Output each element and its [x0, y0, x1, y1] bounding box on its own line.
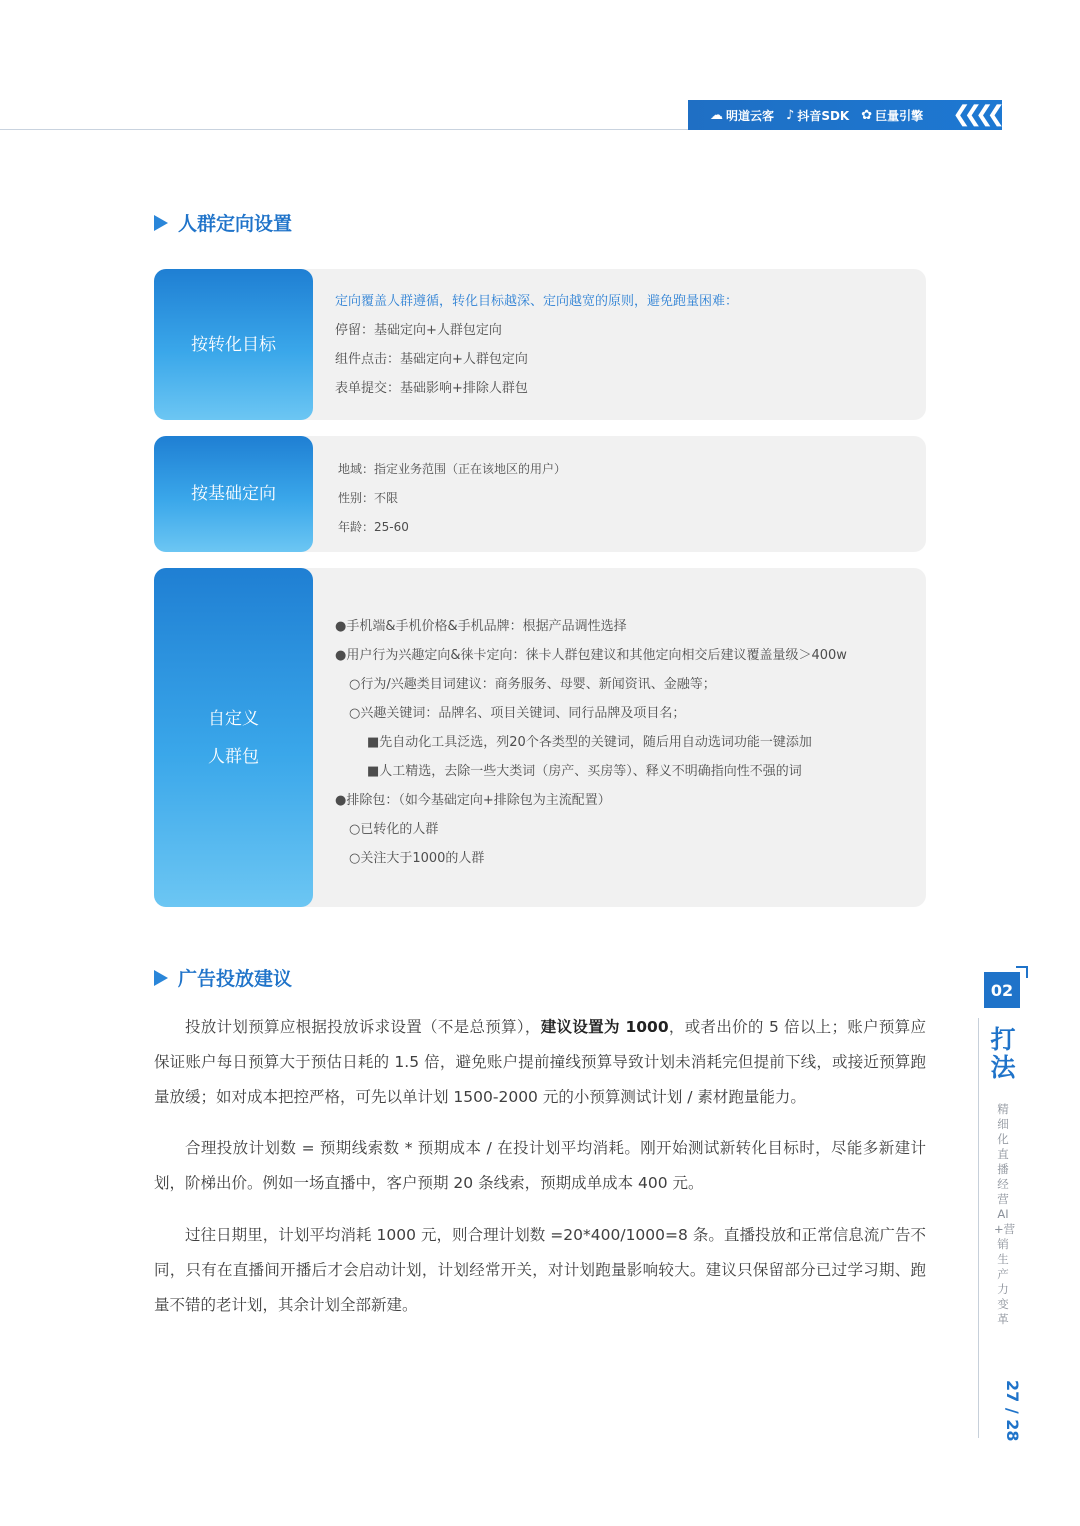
chapter-subtitle: 精细化直播经营AI+营销生产力变革: [994, 1102, 1016, 1326]
card-label: 按转化目标: [154, 269, 313, 420]
card-line: ○兴趣关键词：品牌名、项目关键词、同行品牌及项目名；: [349, 706, 686, 721]
card-basic-targeting: [154, 436, 926, 552]
card-line: ●手机端&手机价格&手机品牌：根据产品调性选择: [335, 619, 627, 634]
card-body: [335, 612, 910, 873]
card-line: ■先自动化工具泛选，列20个各类型的关键词，随后用自动选词功能一键添加: [367, 735, 812, 750]
card-line: 性别：不限: [338, 491, 399, 505]
card-line: ●用户行为兴趣定向&徕卡定向：徕卡人群包建议和其他定向相交后建议覆盖量级＞400w: [335, 648, 847, 663]
card-line: ○关注大于1000的人群: [349, 851, 485, 866]
cloud-icon: ☁: [710, 107, 723, 123]
play-triangle-icon: [154, 970, 168, 986]
card-conversion-goal: [154, 269, 926, 420]
engine-gear-icon: ✿: [861, 107, 873, 123]
douyin-note-icon: ♪: [786, 107, 795, 123]
card-line: 地域：指定业务范围（正在该地区的用户）: [338, 462, 567, 476]
card-label: 自定义 人群包: [154, 568, 313, 907]
brand-mingdao: ☁ 明道云客: [710, 107, 775, 123]
brand-bar: [688, 100, 1002, 130]
card-line: ■人工精选，去除一些大类词（房产、买房等）、释义不明确指向性不强的词: [367, 764, 802, 779]
play-triangle-icon: [154, 215, 168, 231]
paragraph-plan-count: 合理投放计划数 = 预期线索数 * 预期成本 / 在投计划平均消耗。刚开始测试新转化目标时，尽能多新建计划，阶梯出价。例如一场直播中，客户预期 20 条线索，预期成单成本 400 元。: [154, 1139, 926, 1192]
card-label: 按基础定向: [154, 436, 313, 552]
page-number: 27 / 28: [1003, 1380, 1022, 1442]
card-line: 组件点击：基础定向+人群包定向: [335, 352, 528, 367]
section-title-ad-advice: 广告投放建议: [154, 964, 292, 991]
paragraph-budget: 投放计划预算应根据投放诉求设置（不是总预算），建议设置为 1000，或者出价的 5 倍以上；账户预算应保证账户每日预算大于预估日耗的 1.5 倍，避免账户提前撞线预算导致计划未消耗完但提前下线，或接近预算跑量放缓；如对成本把控严格，可先以单计划 1500-2000 元的小预算测试计划 / 素材跑量能力。: [154, 1018, 926, 1106]
header-divider: [0, 129, 690, 130]
section-title-audience: 人群定向设置: [154, 209, 292, 236]
card-line: ○行为/兴趣类目词建议：商务服务、母婴、新闻资讯、金融等；: [349, 677, 716, 692]
card-line: 定向覆盖人群遵循，转化目标越深、定向越宽的原则，避免跑量困难：: [335, 294, 739, 309]
card-line: 停留：基础定向+人群包定向: [335, 323, 502, 338]
chapter-title: 打法: [990, 1025, 1016, 1082]
chapter-number: 02: [984, 972, 1020, 1008]
brand-oceanengine: ✿ 巨量引擎: [861, 107, 924, 123]
card-body: [335, 287, 910, 403]
chevrons-icon: ❮❮❮❮: [952, 102, 998, 127]
brand-douyin-sdk: ♪ 抖音SDK: [786, 107, 850, 123]
card-custom-audience: [154, 568, 926, 907]
card-line: ○已转化的人群: [349, 822, 439, 837]
paragraph-history: 过往日期里，计划平均消耗 1000 元，则合理计划数 =20*400/1000=8 条。直播投放和正常信息流广告不同，只有在直播间开播后才会启动计划，计划经常开关，对计划跑量影响较大。建议只保留部分已过学习期、跑量不错的老计划，其余计划全部新建。: [154, 1226, 926, 1314]
sidebar-rule: [978, 1018, 979, 1438]
card-line: ●排除包：（如今基础定向+排除包为主流配置）: [335, 793, 611, 808]
card-body: [338, 455, 910, 542]
card-line: 表单提交：基础影响+排除人群包: [335, 381, 528, 396]
card-line: 年龄：25-60: [338, 520, 409, 534]
